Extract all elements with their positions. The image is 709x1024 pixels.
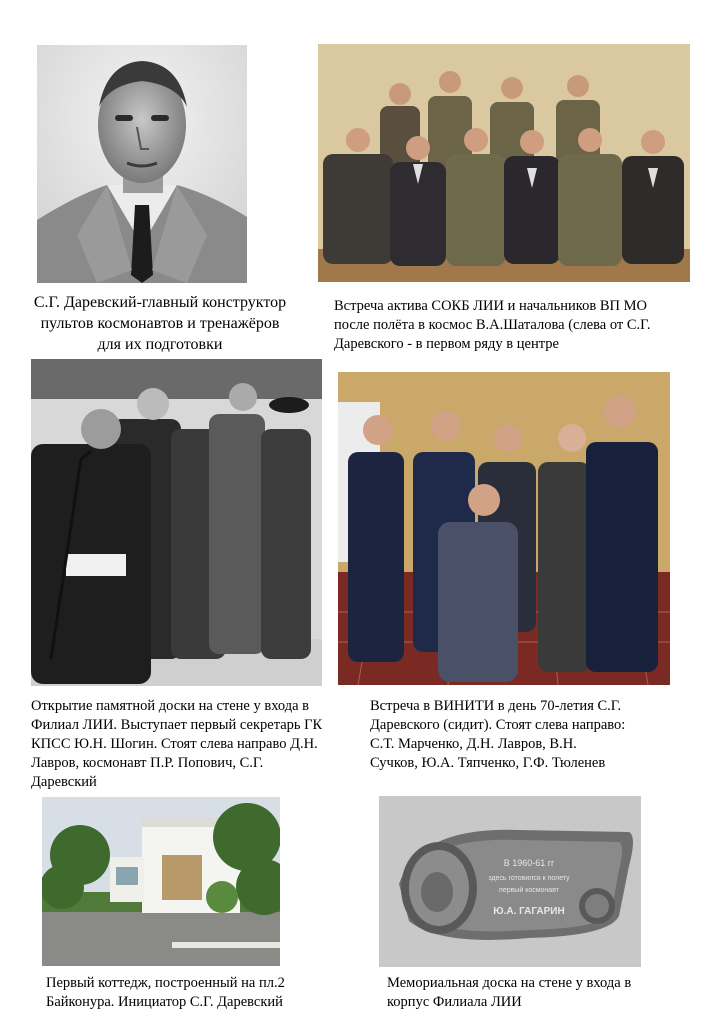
plaque-text-line2: здесь готовился к полету bbox=[488, 875, 570, 882]
caption-memorial-plaque: Мемориальная доска на стене у входа в корпус Филиала ЛИИ bbox=[387, 975, 632, 1010]
portrait-photo bbox=[37, 45, 247, 283]
viniti-photo bbox=[338, 372, 670, 685]
caption-group-sokb: Встреча актива СОКБ ЛИИ и начальников ВП МО после полёта в космос В.А.Шаталова (слева от С.Г. Даревского - в первом ряду в центре bbox=[334, 298, 651, 352]
caption-plaque-opening: Открытие памятной доски на стене у входа в Филиал ЛИИ. Выступает первый секретарь ГК КПСС Ю.Н. Шогин. Стоят слева направо Д.Н. Лавров, космонавт П.Р. Попович, С.Г. Даревский bbox=[31, 698, 323, 790]
caption-portrait: С.Г. Даревский-главный конструктор пультов космонавтов и тренажёров для их подготовки bbox=[33, 294, 287, 353]
plaque-text-line1: В 1960-61 гг bbox=[503, 858, 555, 868]
cottage-photo bbox=[42, 797, 280, 966]
plaque-text-name: Ю.А. ГАГАРИН bbox=[493, 906, 565, 917]
memorial-plaque-photo bbox=[379, 796, 641, 967]
plaque-text-line3: первый космонавт bbox=[499, 887, 559, 894]
plaque-opening-photo bbox=[31, 359, 322, 686]
group-sokb-photo bbox=[318, 44, 690, 282]
caption-viniti: Встреча в ВИНИТИ в день 70-летия С.Г. Даревского (сидит). Стоят слева направо: С.Т. Марченко, Д.Н. Лавров, В.Н. Сучков, Ю.А. Тяпченко, Г.Ф. Тюленев bbox=[370, 698, 626, 771]
caption-cottage: Первый коттедж, построенный на пл.2 Байконура. Инициатор С.Г. Даревский bbox=[46, 975, 285, 1010]
